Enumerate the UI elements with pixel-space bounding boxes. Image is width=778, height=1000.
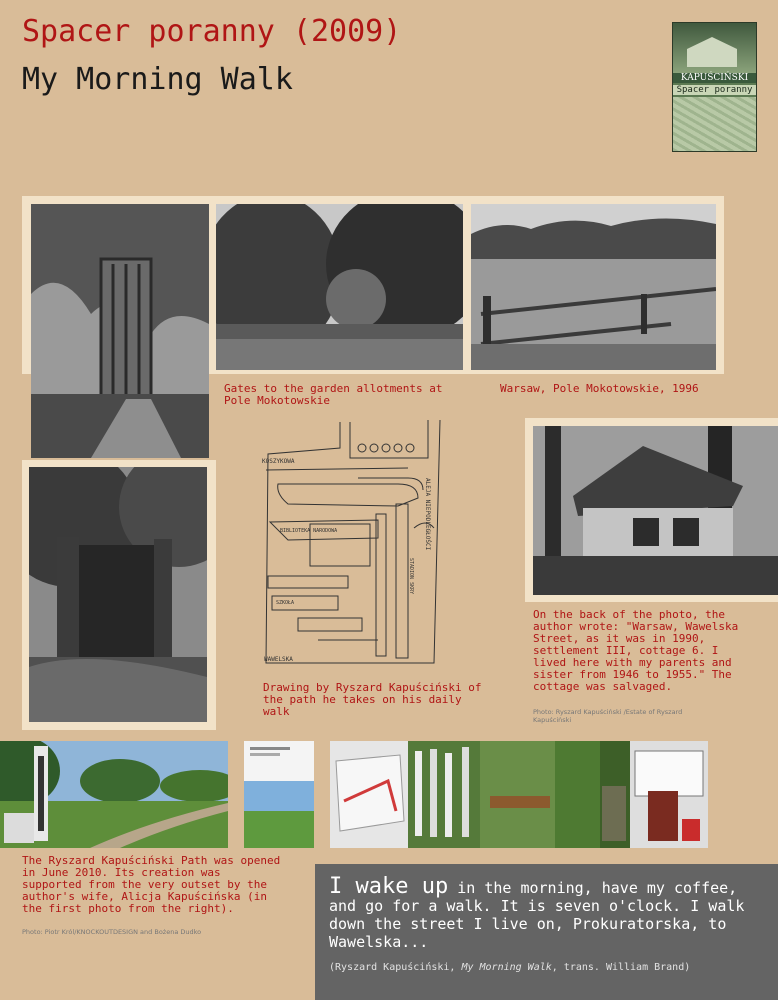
quote-text <box>329 874 769 951</box>
photo-park-trees <box>216 204 463 370</box>
cover-map <box>673 97 756 151</box>
photo-brochure <box>244 741 314 848</box>
page-title-english: My Morning Walk <box>22 62 293 97</box>
map-label-szkola: SZKOŁA <box>276 600 295 606</box>
photo-field-fence <box>471 204 716 370</box>
map-label-aleja: ALEJA NIEPODLEGŁOŚCI <box>424 478 431 551</box>
photo-garden-door <box>29 467 207 722</box>
quote-lead: I wake up <box>329 874 449 899</box>
quote-source-prefix: (Ryszard Kapuściński, <box>329 962 462 973</box>
photo-cottage <box>533 426 778 595</box>
map-label-koszykowa: KOSZYKOWA <box>262 458 295 465</box>
page-title-polish: Spacer poranny (2009) <box>22 14 402 49</box>
photo-wooden-gate <box>31 204 209 458</box>
quote-source <box>329 962 690 973</box>
quote-source-title: My Morning Walk <box>461 962 552 973</box>
photo-strip-path <box>330 741 708 848</box>
caption-gates: Gates to the garden allotments at Pole Mokotowskie <box>224 382 443 407</box>
map-label-wawelska: WAWELSKA <box>264 656 293 663</box>
map-label-biblioteka: BIBLIOTEKA NARODOWA <box>280 528 338 534</box>
map-label-stadion: STADION SKRY <box>408 558 414 595</box>
quote-source-suffix: , trans. William Brand) <box>551 962 691 973</box>
quote-box <box>315 864 778 1000</box>
caption-warsaw: Warsaw, Pole Mokotowskie, 1996 <box>500 382 699 395</box>
cover-title: Spacer poranny <box>673 85 756 95</box>
quote-body: in the morning, have my coffee, and go for a walk. It is seven o'clock. I walk down the street I live on, Prokuratorska, to Wawelska... <box>329 879 745 951</box>
cover-author: KAPUŚCIŃSKI <box>673 73 756 83</box>
caption-drawing: Drawing by Ryszard Kapuściński of the path he takes on his daily walk <box>263 681 482 718</box>
book-cover-image <box>672 22 757 152</box>
hand-drawn-map <box>258 418 448 676</box>
caption-path: The Ryszard Kapuściński Path was opened in June 2010. Its creation was supported from the very outset by the author's wife, Alicja Kapuścińska (in the first photo from the right). <box>22 854 281 915</box>
caption-photo-back: On the back of the photo, the author wrote: "Warsaw, Wawelska Street, as it was in 1990, settlement III, cottage 6. I lived here with my parents and sister from 1946 to 1955." The cottage was salvaged. <box>533 608 739 693</box>
photo-path-park <box>0 741 228 848</box>
credit-path: Photo: Piotr Król/KNOCKOUTDESIGN and Bożena Dudko <box>22 928 202 936</box>
credit-photo-back: Photo: Ryszard Kapuściński /Estate of Ryszard Kapuściński <box>533 708 683 724</box>
